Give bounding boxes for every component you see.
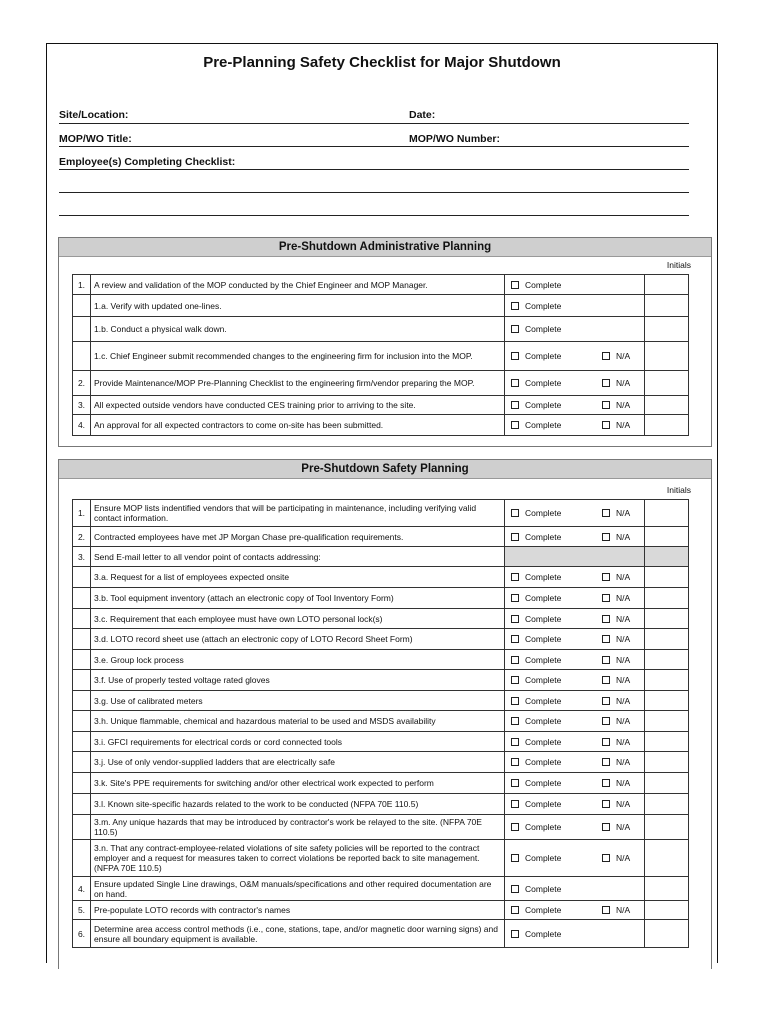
item-number: [73, 752, 91, 773]
na-label: N/A: [616, 531, 631, 542]
initials-cell[interactable]: [645, 415, 689, 436]
complete-cell: [505, 920, 597, 948]
complete-label: Complete: [525, 928, 562, 939]
na-cell: [596, 691, 645, 711]
item-text: Ensure MOP lists indentified vendors that will be participating in maintenance, including verifying valid contact information.: [91, 500, 505, 527]
na-label: N/A: [616, 675, 631, 685]
complete-checkbox[interactable]: [511, 676, 519, 684]
complete-checkbox[interactable]: [511, 906, 519, 914]
checklist-row: [73, 815, 689, 840]
complete-label: Complete: [525, 654, 562, 665]
na-cell: [596, 342, 645, 371]
item-number: 1.: [73, 500, 91, 527]
complete-cell: [505, 629, 597, 650]
item-text: 3.e. Group lock process: [91, 650, 505, 670]
checklist-row: [73, 752, 689, 773]
item-number: [73, 295, 91, 317]
item-text: 3.i. GFCI requirements for electrical cords or cord connected tools: [91, 732, 505, 752]
employees-line-1[interactable]: [59, 169, 689, 170]
complete-cell: [505, 527, 597, 547]
na-checkbox[interactable]: [602, 854, 610, 862]
item-number: [73, 732, 91, 752]
complete-cell: [505, 732, 597, 752]
item-text: 3.j. Use of only vendor-supplied ladders that are electrically safe: [91, 752, 505, 773]
initials-cell[interactable]: [645, 815, 689, 840]
na-cell: [596, 732, 645, 752]
checklist-row: [73, 877, 689, 901]
item-text: 1.a. Verify with updated one-lines.: [91, 295, 505, 317]
complete-checkbox[interactable]: [511, 281, 519, 289]
item-number: 2.: [73, 371, 91, 396]
complete-cell: [505, 773, 597, 794]
admin-checklist-table: [72, 274, 689, 436]
item-text: An approval for all expected contractors to come on-site has been submitted.: [91, 415, 505, 436]
site-date-line[interactable]: [59, 123, 689, 124]
item-text: All expected outside vendors have conducted CES training prior to arriving to the site.: [91, 396, 505, 415]
na-label: N/A: [616, 905, 631, 915]
item-number: 5.: [73, 901, 91, 920]
complete-checkbox[interactable]: [511, 717, 519, 725]
checklist-row: [73, 650, 689, 670]
safety-planning-section: [58, 459, 712, 969]
na-cell: [596, 567, 645, 588]
site-location-label: Site/Location:: [59, 109, 129, 121]
complete-checkbox[interactable]: [511, 421, 519, 429]
complete-label: Complete: [525, 778, 562, 788]
complete-cell: [505, 794, 597, 815]
initials-cell[interactable]: [645, 794, 689, 815]
complete-cell: [505, 691, 597, 711]
complete-checkbox[interactable]: [511, 823, 519, 831]
complete-label: Complete: [525, 279, 562, 290]
complete-checkbox[interactable]: [511, 854, 519, 862]
na-cell: [596, 295, 645, 317]
checklist-row: [73, 547, 689, 567]
checklist-row: [73, 415, 689, 436]
complete-checkbox[interactable]: [511, 573, 519, 581]
initials-header: Initials: [666, 485, 691, 495]
complete-cell: [505, 650, 597, 670]
complete-cell: [505, 567, 597, 588]
employees-line-3[interactable]: [59, 215, 689, 216]
item-number: [73, 815, 91, 840]
na-cell: [596, 794, 645, 815]
na-cell: [596, 371, 645, 396]
complete-cell: [505, 840, 597, 877]
na-label: N/A: [616, 613, 631, 624]
na-checkbox[interactable]: [602, 800, 610, 808]
na-checkbox[interactable]: [602, 352, 610, 360]
complete-checkbox[interactable]: [511, 758, 519, 766]
initials-cell[interactable]: [645, 840, 689, 877]
item-number: [73, 794, 91, 815]
complete-cell: [505, 711, 597, 732]
na-checkbox[interactable]: [602, 635, 610, 643]
initials-cell[interactable]: [645, 732, 689, 752]
na-cell: [596, 815, 645, 840]
na-checkbox[interactable]: [602, 533, 610, 541]
complete-checkbox[interactable]: [511, 930, 519, 938]
item-text: 3.c. Requirement that each employee must have own LOTO personal lock(s): [91, 609, 505, 629]
mop-wo-number-label: MOP/WO Number:: [409, 133, 500, 145]
initials-header: Initials: [666, 260, 691, 270]
na-label: N/A: [616, 351, 631, 361]
complete-label: Complete: [525, 593, 562, 603]
checklist-document: [46, 43, 718, 963]
mop-line[interactable]: [59, 146, 689, 147]
initials-cell[interactable]: [645, 650, 689, 670]
complete-checkbox[interactable]: [511, 379, 519, 387]
na-checkbox[interactable]: [602, 379, 610, 387]
na-cell: [596, 920, 645, 948]
complete-label: Complete: [525, 300, 562, 311]
initials-cell[interactable]: [645, 317, 689, 342]
complete-checkbox[interactable]: [511, 615, 519, 623]
complete-checkbox[interactable]: [511, 325, 519, 333]
initials-cell[interactable]: [645, 295, 689, 317]
item-text: Ensure updated Single Line drawings, O&M manuals/specifications and other required documentation are on hand.: [91, 877, 505, 901]
complete-label: Complete: [525, 351, 562, 361]
na-label: N/A: [616, 822, 631, 832]
item-number: [73, 342, 91, 371]
item-number: [73, 691, 91, 711]
complete-label: Complete: [525, 613, 562, 624]
na-cell: [596, 901, 645, 920]
complete-cell: [505, 547, 597, 567]
na-checkbox[interactable]: [602, 421, 610, 429]
checklist-row: [73, 629, 689, 650]
na-cell: [596, 415, 645, 436]
checklist-row: [73, 342, 689, 371]
complete-label: Complete: [525, 757, 562, 767]
na-label: N/A: [616, 736, 631, 747]
complete-label: Complete: [525, 378, 562, 388]
item-number: [73, 773, 91, 794]
complete-cell: [505, 752, 597, 773]
complete-label: Complete: [525, 736, 562, 747]
item-text: 3.a. Request for a list of employees expected onsite: [91, 567, 505, 588]
na-cell: [596, 317, 645, 342]
complete-checkbox[interactable]: [511, 401, 519, 409]
checklist-row: [73, 317, 689, 342]
item-number: 6.: [73, 920, 91, 948]
item-number: 4.: [73, 415, 91, 436]
item-text: Contracted employees have met JP Morgan Chase pre-qualification requirements.: [91, 527, 505, 547]
item-text: Provide Maintenance/MOP Pre-Planning Checklist to the engineering firm/vendor preparing the MOP.: [91, 371, 505, 396]
na-checkbox[interactable]: [602, 758, 610, 766]
item-text: 1.c. Chief Engineer submit recommended changes to the engineering firm for inclusion into the MOP.: [91, 342, 505, 371]
checklist-row: [73, 371, 689, 396]
item-text: 3.n. That any contract-employee-related violations of site safety policies will be reported to the contract employer and a request for measures taken to correct violations be reported back to site management. (NFPA 70E 110.5): [91, 840, 505, 877]
item-text: 3.h. Unique flammable, chemical and hazardous material to be used and MSDS availability: [91, 711, 505, 732]
complete-checkbox[interactable]: [511, 779, 519, 787]
checklist-row: [73, 773, 689, 794]
complete-cell: [505, 275, 597, 295]
safety-checklist-table: [72, 499, 689, 948]
na-cell: [596, 527, 645, 547]
initials-cell[interactable]: [645, 670, 689, 691]
item-number: 4.: [73, 877, 91, 901]
initials-cell[interactable]: [645, 920, 689, 948]
na-cell: [596, 609, 645, 629]
complete-label: Complete: [525, 324, 562, 334]
complete-label: Complete: [525, 531, 562, 542]
na-cell: [596, 711, 645, 732]
item-number: [73, 840, 91, 877]
item-number: [73, 711, 91, 732]
na-label: N/A: [616, 716, 631, 726]
initials-cell[interactable]: [645, 500, 689, 527]
complete-cell: [505, 877, 597, 901]
initials-cell[interactable]: [645, 629, 689, 650]
complete-label: Complete: [525, 420, 562, 430]
na-checkbox[interactable]: [602, 615, 610, 623]
item-number: [73, 609, 91, 629]
item-number: 3.: [73, 396, 91, 415]
item-text: Send E-mail letter to all vendor point of contacts addressing:: [91, 547, 505, 567]
admin-planning-section: [58, 237, 712, 447]
employees-label: Employee(s) Completing Checklist:: [59, 156, 236, 168]
na-label: N/A: [616, 400, 631, 410]
initials-cell[interactable]: [645, 396, 689, 415]
item-text: 3.g. Use of calibrated meters: [91, 691, 505, 711]
na-cell: [596, 275, 645, 295]
na-checkbox[interactable]: [602, 676, 610, 684]
na-label: N/A: [616, 572, 631, 582]
complete-label: Complete: [525, 695, 562, 706]
complete-label: Complete: [525, 883, 562, 894]
checklist-row: [73, 588, 689, 609]
na-checkbox[interactable]: [602, 509, 610, 517]
complete-checkbox[interactable]: [511, 352, 519, 360]
item-number: [73, 317, 91, 342]
initials-cell[interactable]: [645, 901, 689, 920]
complete-cell: [505, 396, 597, 415]
complete-cell: [505, 588, 597, 609]
na-cell: [596, 650, 645, 670]
complete-label: Complete: [525, 675, 562, 685]
initials-cell[interactable]: [645, 527, 689, 547]
initials-cell[interactable]: [645, 773, 689, 794]
complete-checkbox[interactable]: [511, 697, 519, 705]
item-text: 3.k. Site's PPE requirements for switching and/or other electrical work expected to perform: [91, 773, 505, 794]
na-label: N/A: [616, 778, 631, 788]
item-number: 2.: [73, 527, 91, 547]
employees-line-2[interactable]: [59, 192, 689, 193]
complete-checkbox[interactable]: [511, 738, 519, 746]
complete-checkbox[interactable]: [511, 635, 519, 643]
item-text: Pre-populate LOTO records with contractor's names: [91, 901, 505, 920]
initials-cell[interactable]: [645, 547, 689, 567]
na-label: N/A: [616, 695, 631, 706]
checklist-row: [73, 670, 689, 691]
na-cell: [596, 588, 645, 609]
item-text: 3.d. LOTO record sheet use (attach an electronic copy of LOTO Record Sheet Form): [91, 629, 505, 650]
checklist-row: [73, 794, 689, 815]
na-checkbox[interactable]: [602, 717, 610, 725]
na-checkbox[interactable]: [602, 401, 610, 409]
item-number: [73, 567, 91, 588]
complete-cell: [505, 371, 597, 396]
checklist-row: [73, 500, 689, 527]
item-text: 3.f. Use of properly tested voltage rated gloves: [91, 670, 505, 691]
complete-label: Complete: [525, 799, 562, 809]
checklist-row: [73, 691, 689, 711]
na-cell: [596, 773, 645, 794]
checklist-row: [73, 840, 689, 877]
complete-cell: [505, 415, 597, 436]
item-text: 3.b. Tool equipment inventory (attach an electronic copy of Tool Inventory Form): [91, 588, 505, 609]
item-number: [73, 588, 91, 609]
na-label: N/A: [616, 853, 631, 863]
complete-label: Complete: [525, 905, 562, 915]
na-label: N/A: [616, 654, 631, 665]
complete-cell: [505, 901, 597, 920]
initials-cell[interactable]: [645, 275, 689, 295]
na-checkbox[interactable]: [602, 573, 610, 581]
checklist-row: [73, 920, 689, 948]
item-text: 3.m. Any unique hazards that may be introduced by contractor's work be relayed to the site. (NFPA 70E 110.5): [91, 815, 505, 840]
admin-section-heading: Pre-Shutdown Administrative Planning: [59, 238, 711, 257]
na-label: N/A: [616, 757, 631, 767]
complete-label: Complete: [525, 400, 562, 410]
complete-checkbox[interactable]: [511, 533, 519, 541]
checklist-row: [73, 527, 689, 547]
na-cell: [596, 629, 645, 650]
na-label: N/A: [616, 420, 631, 430]
complete-checkbox[interactable]: [511, 594, 519, 602]
complete-label: Complete: [525, 822, 562, 832]
na-checkbox[interactable]: [602, 779, 610, 787]
item-text: Determine area access control methods (i.e., cone, stations, tape, and/or magnetic door warning signs) and ensure all boundary equipment is available.: [91, 920, 505, 948]
complete-label: Complete: [525, 634, 562, 644]
na-cell: [596, 752, 645, 773]
initials-cell[interactable]: [645, 588, 689, 609]
item-text: 1.b. Conduct a physical walk down.: [91, 317, 505, 342]
checklist-row: [73, 609, 689, 629]
na-cell: [596, 500, 645, 527]
item-text: 3.l. Known site-specific hazards related to the work to be conducted (NFPA 70E 110.5): [91, 794, 505, 815]
na-cell: [596, 877, 645, 901]
complete-checkbox[interactable]: [511, 656, 519, 664]
initials-cell[interactable]: [645, 752, 689, 773]
na-checkbox[interactable]: [602, 697, 610, 705]
checklist-row: [73, 901, 689, 920]
complete-checkbox[interactable]: [511, 509, 519, 517]
initials-cell[interactable]: [645, 567, 689, 588]
checklist-row: [73, 711, 689, 732]
complete-label: Complete: [525, 716, 562, 726]
checklist-row: [73, 275, 689, 295]
complete-cell: [505, 295, 597, 317]
complete-cell: [505, 500, 597, 527]
na-label: N/A: [616, 378, 631, 388]
initials-cell[interactable]: [645, 711, 689, 732]
na-cell: [596, 547, 645, 567]
complete-checkbox[interactable]: [511, 885, 519, 893]
na-checkbox[interactable]: [602, 906, 610, 914]
complete-label: Complete: [525, 508, 562, 518]
item-number: 3.: [73, 547, 91, 567]
item-number: 1.: [73, 275, 91, 295]
checklist-row: [73, 396, 689, 415]
na-cell: [596, 840, 645, 877]
complete-cell: [505, 670, 597, 691]
initials-cell[interactable]: [645, 609, 689, 629]
mop-wo-title-label: MOP/WO Title:: [59, 133, 132, 145]
item-number: [73, 670, 91, 691]
date-label: Date:: [409, 109, 436, 121]
na-checkbox[interactable]: [602, 823, 610, 831]
complete-label: Complete: [525, 853, 562, 863]
complete-cell: [505, 815, 597, 840]
na-checkbox[interactable]: [602, 594, 610, 602]
complete-checkbox[interactable]: [511, 800, 519, 808]
initials-cell[interactable]: [645, 371, 689, 396]
na-label: N/A: [616, 508, 631, 518]
na-label: N/A: [616, 634, 631, 644]
checklist-row: [73, 732, 689, 752]
checklist-row: [73, 295, 689, 317]
initials-cell[interactable]: [645, 691, 689, 711]
item-text: A review and validation of the MOP conducted by the Chief Engineer and MOP Manager.: [91, 275, 505, 295]
na-checkbox[interactable]: [602, 656, 610, 664]
initials-cell[interactable]: [645, 342, 689, 371]
complete-cell: [505, 317, 597, 342]
na-label: N/A: [616, 799, 631, 809]
item-number: [73, 650, 91, 670]
complete-label: Complete: [525, 572, 562, 582]
complete-cell: [505, 342, 597, 371]
complete-checkbox[interactable]: [511, 302, 519, 310]
item-number: [73, 629, 91, 650]
document-title: Pre-Planning Safety Checklist for Major Shutdown: [203, 54, 561, 71]
complete-cell: [505, 609, 597, 629]
na-cell: [596, 670, 645, 691]
na-label: N/A: [616, 593, 631, 603]
safety-section-heading: Pre-Shutdown Safety Planning: [59, 460, 711, 479]
na-checkbox[interactable]: [602, 738, 610, 746]
na-cell: [596, 396, 645, 415]
checklist-row: [73, 567, 689, 588]
initials-cell[interactable]: [645, 877, 689, 901]
